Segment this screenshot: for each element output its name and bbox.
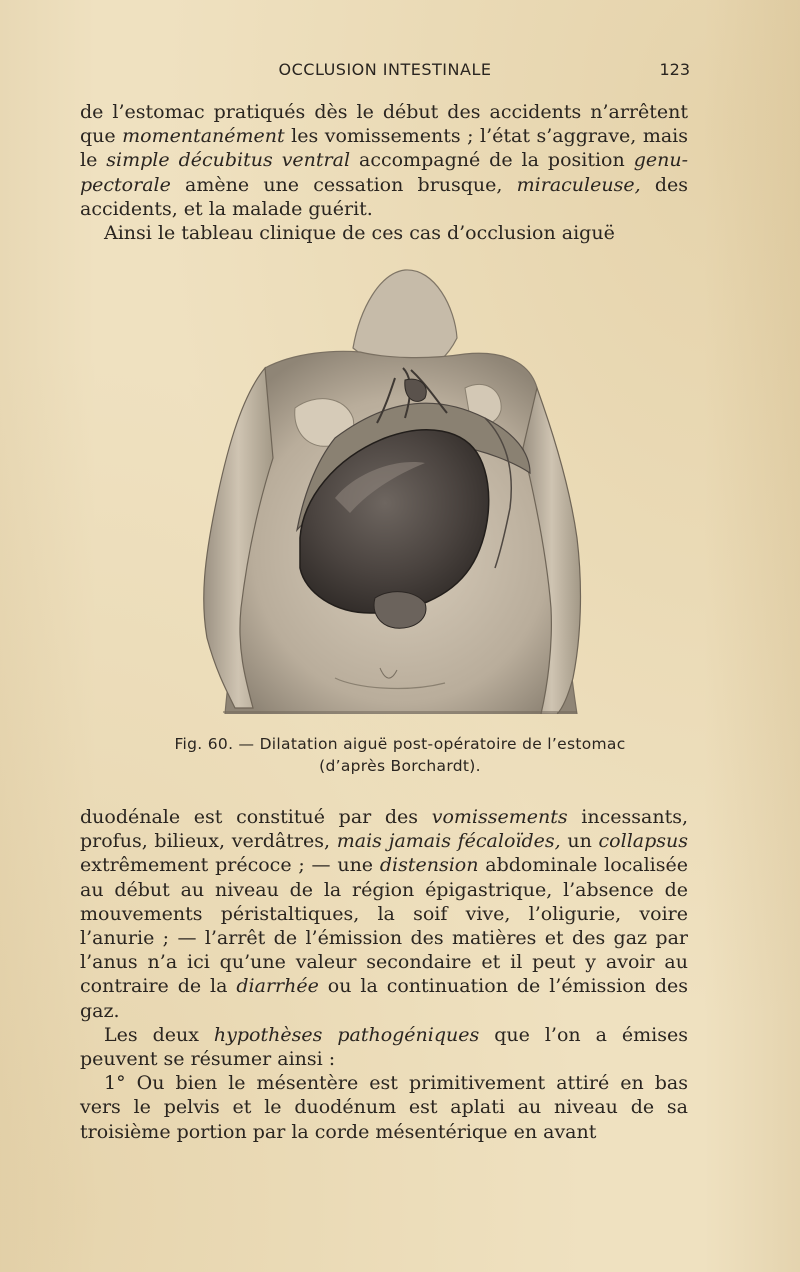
text-run: ou la continuation de l’émission des gaz. [80, 975, 688, 1022]
caption-line: (d’après Borchardt). [319, 757, 481, 775]
text-run: que l’on a émises peuvent se résumer ainsi : [80, 1023, 688, 1071]
italic-run: vomissements [431, 806, 568, 828]
text-run: extrêmement précoce ; — une [80, 854, 380, 877]
paragraph: 1° Ou bien le mésentère est primitivement attiré en bas vers le pelvis et le duodénum est aplati au niveau de sa troisième portion par la corde mésentérique en avant [80, 1072, 688, 1143]
paragraph [80, 805, 688, 1023]
caption-line [80, 733, 720, 755]
running-title: OCCLUSION INTESTINALE [278, 60, 492, 79]
figure-label: Fig. 60. [174, 735, 234, 753]
text-run: des accidents, et la malade guérit. [80, 173, 688, 220]
text-run: Les deux [104, 1023, 214, 1046]
text-run: duodénale est constitué par des [80, 806, 432, 828]
italic-run: distension [379, 854, 479, 877]
text-run: un [560, 830, 599, 853]
paragraph [80, 1023, 688, 1071]
italic-run: mais jamais fécaloïdes, [336, 830, 561, 853]
italic-run: momentanément [122, 125, 285, 148]
top-text-block [80, 100, 688, 245]
text-run: les vomissements ; l’état s’aggrave, mais le [80, 125, 688, 172]
page-number: 123 [659, 60, 690, 79]
italic-run: diarrhée [236, 975, 319, 998]
italic-run: hypothèses pathogéniques [213, 1023, 480, 1046]
running-header [80, 58, 690, 84]
caption-text: — Dilatation aiguë post-opératoire de l’estomac [238, 735, 626, 753]
text-run: accompagné de la position [350, 149, 634, 172]
text-run: amène une cessation brusque, [170, 173, 517, 196]
italic-run: miraculeuse, [516, 173, 641, 196]
italic-run: simple décubitus ventral [106, 149, 351, 172]
bottom-text-block [80, 805, 688, 1144]
text-run: abdominale localisée au début au niveau de la région épigastrique, l’absence de mouvements péristaltiques, la soif vive, l’oligurie, voire l’anurie ; — l’arrêt de l’émission des matières et des gaz par l’anus n’a ici qu’une valeur secondaire et il peut y avoir au contraire de la [80, 854, 688, 998]
paragraph [80, 100, 688, 221]
text-run: de l’estomac pratiqués dès le début des accidents n’arrêtent que [80, 101, 688, 148]
figure-caption [80, 733, 720, 777]
anatomical-illustration [185, 268, 585, 714]
italic-run: collapsus [598, 830, 688, 853]
text-run: incessants, profus, bilieux, verdâtres, [80, 806, 688, 853]
paragraph: Ainsi le tableau clinique de ces cas d’occlusion aiguë [104, 222, 615, 245]
italic-run: genu-pectorale [80, 149, 689, 196]
